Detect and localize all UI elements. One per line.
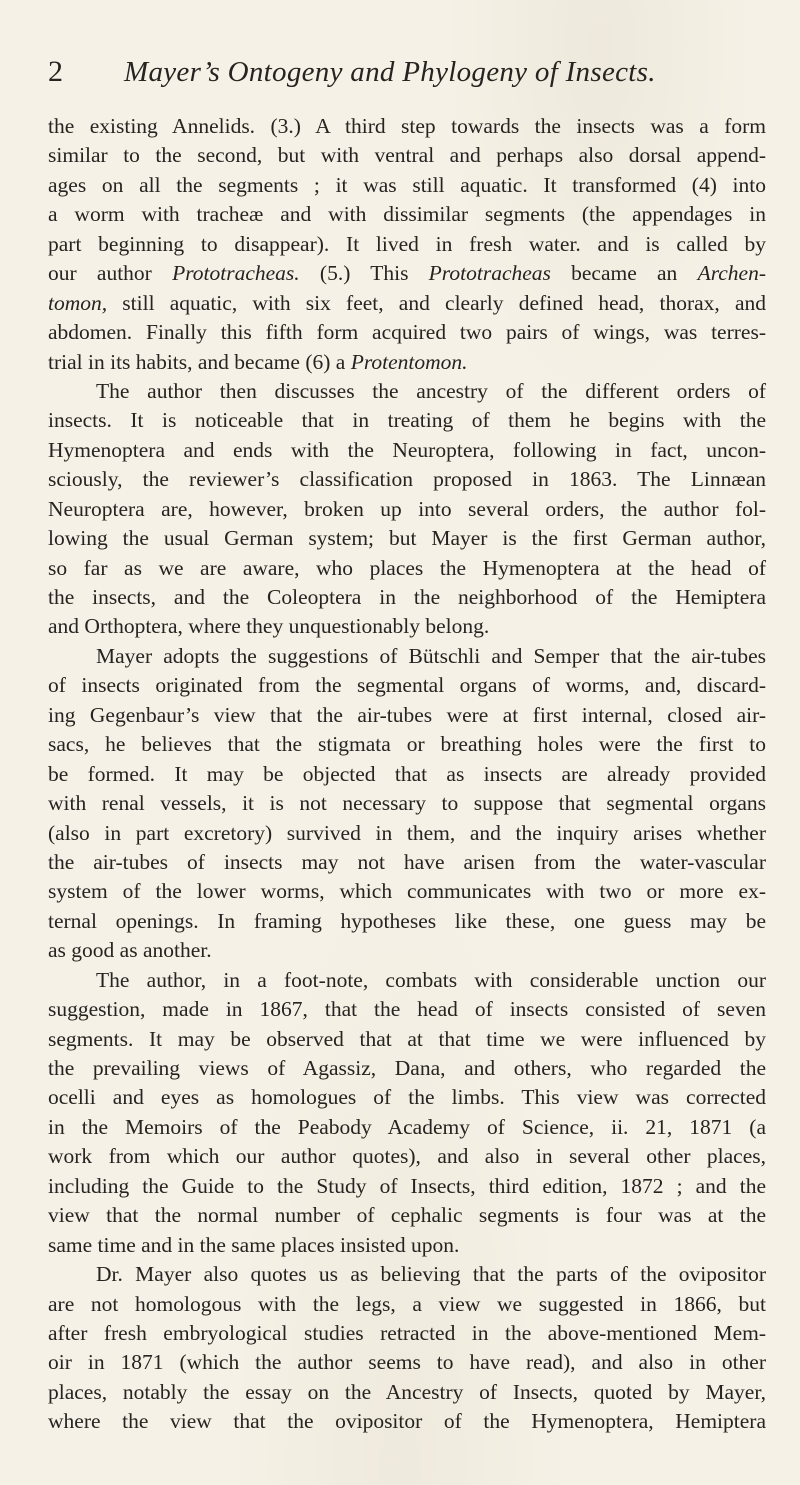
text-run: with renal vessels, it is not necessary to suppose that segmental organs [48,791,766,816]
text-run: lowing the usual German system; but Mayer is the first German author, [48,526,766,551]
running-title: Mayer’s Ontogeny and Phylogeny of Insects. [124,56,656,88]
text-line [48,259,766,288]
text-line [48,495,766,524]
text-run: segments. It may be observed that at that time we were influenced by [48,1026,766,1051]
text-run: be formed. It may be objected that as insects are already provided [48,761,766,786]
text-run: Mayer adopts the suggestions of Bütschli and Semper that the air-tubes [96,643,766,668]
text-run: as good as another. [48,938,212,963]
italic-term: Protentomon. [350,349,468,374]
text-line [48,848,766,877]
running-head [48,52,748,96]
text-line [48,289,766,318]
text-line [48,554,766,583]
text-line [48,1025,766,1054]
body-text [48,112,766,1437]
text-run: after fresh embryological studies retracted in the above-mentioned Mem- [48,1320,766,1345]
text-run: and Orthoptera, where they unquestionably belong. [48,614,490,639]
text-line [48,112,766,141]
text-line [48,877,766,906]
text-line [48,612,766,641]
text-line [48,1201,766,1230]
text-run: ocelli and eyes as homologues of the limbs. This view was corrected [48,1085,766,1110]
text-run: suggestion, made in 1867, that the head of insects consisted of seven [48,997,766,1022]
text-run: Hymenoptera and ends with the Neuroptera, following in fact, uncon- [48,437,766,462]
text-line [48,1319,766,1348]
text-run: of insects originated from the segmental organs of worms, and, discard- [48,673,766,698]
italic-term: tomon, [48,290,108,315]
italic-term: Prototracheas [428,261,551,286]
text-line [48,524,766,553]
text-run: part beginning to disappear). It lived in fresh water. and is called by [48,231,766,256]
italic-term: Archen- [697,261,767,286]
text-run: places, notably the essay on the Ancestry of Insects, quoted by Mayer, [48,1379,766,1404]
text-run: the air-tubes of insects may not have arisen from the water-vascular [48,849,766,874]
text-run: same time and in the same places insisted upon. [48,1232,460,1257]
text-run: (5.) This [299,261,429,286]
text-run: our author [48,261,173,286]
text-run: became an [550,261,698,286]
text-run: in the Memoirs of the Peabody Academy of Science, ii. 21, 1871 (a [48,1114,766,1139]
page-number: 2 [48,55,63,88]
text-line [48,966,766,995]
text-run: Dr. Mayer also quotes us as believing that the parts of the ovipositor [96,1262,766,1287]
text-run: trial in its habits, and became (6) a [48,349,351,374]
italic-term: Prototracheas. [172,261,300,286]
text-line [48,671,766,700]
text-run: so far as we are aware, who places the Hymenoptera at the head of [48,555,766,580]
text-line [48,465,766,494]
text-line [48,995,766,1024]
text-run: including the Guide to the Study of Insects, third edition, 1872 ; and the [48,1173,766,1198]
text-line [48,819,766,848]
text-line [48,730,766,759]
text-line [48,789,766,818]
text-run: a worm with tracheæ and with dissimilar segments (the appendages in [48,202,766,227]
text-line [48,907,766,936]
text-run: the existing Annelids. (3.) A third step towards the insects was a form [48,114,766,138]
text-run: work from which our author quotes), and also in several other places, [48,1144,766,1169]
text-line [48,141,766,170]
text-run: insects. It is noticeable that in treating of them he begins with the [48,408,766,433]
text-line [48,1142,766,1171]
text-run: the prevailing views of Agassiz, Dana, and others, who regarded the [48,1056,766,1080]
text-line [48,1054,766,1083]
text-line [48,1172,766,1201]
text-run: The author then discusses the ancestry of the different orders of [96,378,766,403]
text-line [48,701,766,730]
text-line [48,377,766,406]
text-line [48,760,766,789]
text-run: where the view that the ovipositor of the Hymenoptera, Hemiptera [48,1409,766,1434]
text-line [48,318,766,347]
text-line [48,1113,766,1142]
text-run: ing Gegenbaur’s view that the air-tubes were at first internal, closed air- [48,702,766,727]
text-run: (also in part excretory) survived in them, and the inquiry arises whether [48,820,766,845]
text-run: ternal openings. In framing hypotheses like these, one guess may be [48,908,766,933]
text-run: sciously, the reviewer’s classification proposed in 1863. The Linnæan [48,467,766,492]
text-line [48,436,766,465]
text-run: ages on all the segments ; it was still aquatic. It transformed (4) into [48,172,766,197]
text-run: system of the lower worms, which communicates with two or more ex- [48,879,766,904]
text-line [48,1083,766,1112]
text-run: the insects, and the Coleoptera in the neighborhood of the Hemiptera [48,585,766,609]
text-line [48,1407,766,1436]
text-run: similar to the second, but with ventral and perhaps also dorsal append- [48,143,766,168]
text-line [48,1231,766,1260]
text-run: view that the normal number of cephalic segments is four was at the [48,1203,766,1228]
text-line [48,1348,766,1377]
text-run: abdomen. Finally this fifth form acquired two pairs of wings, was terres- [48,320,766,345]
text-run: sacs, he believes that the stigmata or breathing holes were the first to [48,732,766,757]
text-line [48,1378,766,1407]
text-line [48,230,766,259]
text-line [48,171,766,200]
text-line [48,406,766,435]
text-run: The author, in a foot-note, combats with considerable unction our [96,967,766,992]
text-run: still aquatic, with six feet, and clearly defined head, thorax, and [107,290,766,315]
text-run: Neuroptera are, however, broken up into several orders, the author fol- [48,496,766,521]
text-line [48,583,766,612]
text-line [48,200,766,229]
text-line [48,348,766,377]
text-line [48,1290,766,1319]
text-line [48,1260,766,1289]
text-run: are not homologous with the legs, a view we suggested in 1866, but [48,1291,766,1316]
text-line [48,936,766,965]
text-line [48,642,766,671]
text-run: oir in 1871 (which the author seems to have read), and also in other [48,1350,766,1375]
